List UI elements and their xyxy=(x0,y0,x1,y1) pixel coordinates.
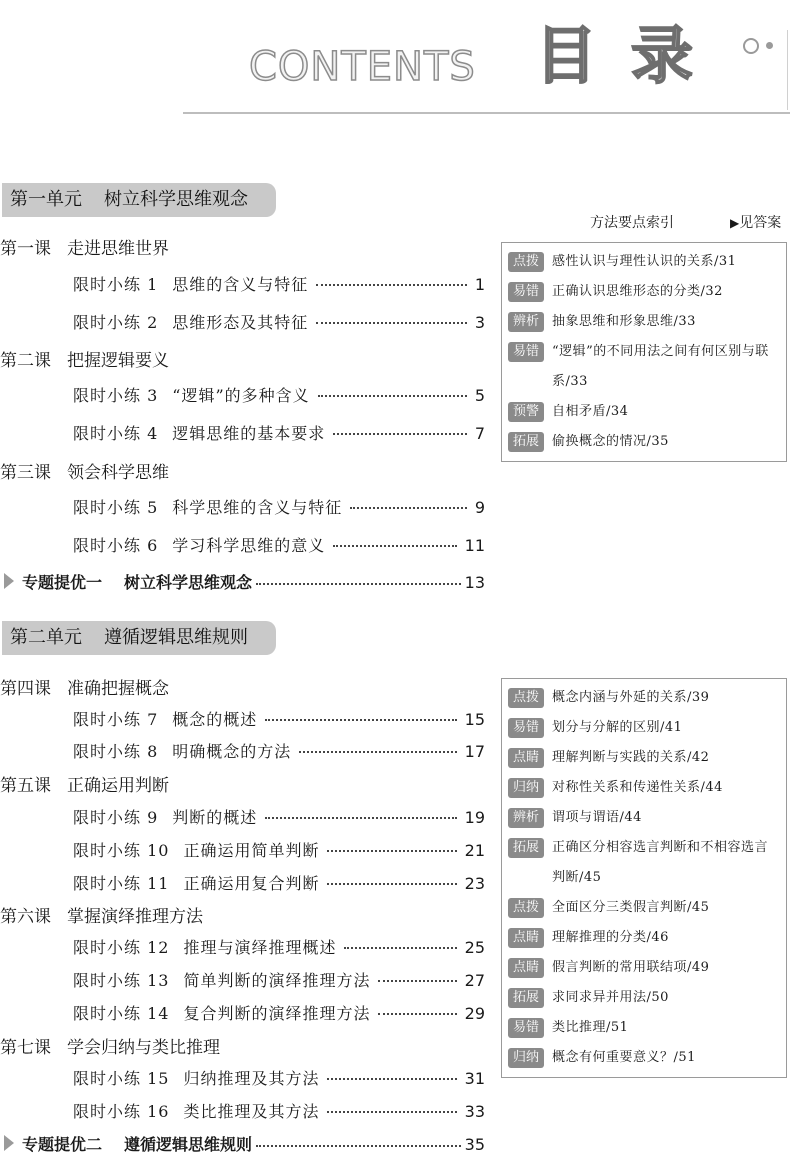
index-tag: 点拨 xyxy=(508,252,544,272)
leader-dots xyxy=(327,1078,456,1080)
lesson-title: 学会归纳与类比推理 xyxy=(67,1038,220,1058)
index-item[interactable] xyxy=(508,337,786,397)
index-text: 正确认识思维形态的分类/32 xyxy=(552,284,723,299)
page-number: 23 xyxy=(464,874,485,893)
index-text: 概念有何重要意义？/51 xyxy=(552,1050,696,1065)
leader-dots xyxy=(327,883,456,885)
index-item[interactable] xyxy=(508,953,786,983)
page-number: 3 xyxy=(474,313,485,332)
index-tag: 归纳 xyxy=(508,778,544,798)
drill-entry[interactable] xyxy=(73,707,485,729)
index-tag: 拓展 xyxy=(508,432,544,452)
leader-dots xyxy=(333,545,456,547)
index-text: 全面区分三类假言判断/45 xyxy=(552,900,710,915)
drill-entry[interactable] xyxy=(73,310,485,332)
index-text: 对称性关系和传递性关系/44 xyxy=(552,780,723,795)
page-number: 5 xyxy=(474,386,485,405)
method-index-box xyxy=(501,242,787,462)
index-tag: 点睛 xyxy=(508,928,544,948)
lesson-title: 走进思维世界 xyxy=(67,239,169,259)
index-tag: 点睛 xyxy=(508,958,544,978)
index-item[interactable] xyxy=(508,1013,786,1043)
special-topic-title: 遵循逻辑思维规则 xyxy=(124,1135,253,1154)
index-item[interactable] xyxy=(508,833,786,893)
lesson-title: 准确把握概念 xyxy=(67,679,169,699)
drill-title: 学习科学思维的意义 xyxy=(172,536,326,555)
drill-entry[interactable] xyxy=(73,533,485,555)
page-header xyxy=(183,0,790,114)
index-text: 假言判断的常用联结项/49 xyxy=(552,960,710,975)
leader-dots xyxy=(316,284,467,286)
unit-title: 树立科学思维观念 xyxy=(104,189,248,210)
drill-title: 思维形态及其特征 xyxy=(172,313,309,332)
index-item[interactable] xyxy=(508,743,786,773)
index-item[interactable] xyxy=(508,983,786,1013)
index-text: 划分与分解的区别/41 xyxy=(552,720,683,735)
index-item[interactable] xyxy=(508,307,786,337)
page-number: 19 xyxy=(464,808,485,827)
drill-number: 限时小练 7 xyxy=(73,710,159,729)
drill-title: 思维的含义与特征 xyxy=(172,275,309,294)
index-item[interactable] xyxy=(508,803,786,833)
drill-number: 限时小练 12 xyxy=(73,938,170,957)
leader-dots xyxy=(344,947,456,949)
page-number: 17 xyxy=(464,742,485,761)
lesson-number: 第二课 xyxy=(0,351,51,371)
index-text: 理解判断与实践的关系/42 xyxy=(552,750,710,765)
method-index-box xyxy=(501,678,787,1078)
leader-dots xyxy=(265,817,456,819)
index-header-label: 方法要点索引 xyxy=(590,215,674,231)
drill-number: 限时小练 10 xyxy=(73,841,170,860)
drill-number: 限时小练 16 xyxy=(73,1102,170,1121)
lesson-number: 第七课 xyxy=(0,1038,51,1058)
page-number: 25 xyxy=(464,938,485,957)
page-number: 1 xyxy=(474,275,485,294)
index-tag: 点拨 xyxy=(508,898,544,918)
index-header xyxy=(590,212,790,232)
drill-number: 限时小练 1 xyxy=(73,275,159,294)
index-tag: 易错 xyxy=(508,718,544,738)
page-number: 21 xyxy=(464,841,485,860)
drill-number: 限时小练 2 xyxy=(73,313,159,332)
drill-title: 判断的概述 xyxy=(172,808,258,827)
index-text: 类比推理/51 xyxy=(552,1020,629,1035)
unit-banner xyxy=(2,183,276,217)
drill-entry[interactable] xyxy=(73,871,485,893)
index-text: 谓项与谓语/44 xyxy=(552,810,642,825)
drill-title: 明确概念的方法 xyxy=(172,742,292,761)
drill-number: 限时小练 6 xyxy=(73,536,159,555)
page-number: 9 xyxy=(474,498,485,517)
index-text: 抽象思维和形象思维/33 xyxy=(552,314,696,329)
index-item[interactable] xyxy=(508,893,786,923)
index-tag: 易错 xyxy=(508,282,544,302)
drill-title: 简单判断的演绎推理方法 xyxy=(183,971,371,990)
index-text: 偷换概念的情况/35 xyxy=(552,434,669,449)
index-tag: 点睛 xyxy=(508,748,544,768)
page-number: 13 xyxy=(464,573,485,592)
special-topic-label: 专题提优二 xyxy=(22,1135,103,1154)
index-tag: 辨析 xyxy=(508,808,544,828)
drill-title: 逻辑思维的基本要求 xyxy=(172,424,326,443)
index-tag: 辨析 xyxy=(508,312,544,332)
unit-banner xyxy=(2,621,276,655)
page-number: 31 xyxy=(464,1069,485,1088)
page-number: 7 xyxy=(474,424,485,443)
drill-title: 科学思维的含义与特征 xyxy=(172,498,343,517)
unit-number: 第二单元 xyxy=(10,627,82,648)
special-topic-entry[interactable] xyxy=(4,570,485,592)
leader-dots xyxy=(350,507,467,509)
index-tag: 易错 xyxy=(508,1018,544,1038)
page-number: 29 xyxy=(464,1004,485,1023)
lesson-number: 第五课 xyxy=(0,776,51,796)
page-number: 35 xyxy=(464,1135,485,1154)
leader-dots xyxy=(265,719,456,721)
leader-dots xyxy=(327,1111,456,1113)
leader-dots xyxy=(299,751,456,753)
lesson-number: 第六课 xyxy=(0,907,51,927)
page-number: 15 xyxy=(464,710,485,729)
leader-dots xyxy=(316,322,467,324)
page-number: 27 xyxy=(464,971,485,990)
index-tag: 拓展 xyxy=(508,988,544,1008)
drill-entry[interactable] xyxy=(73,421,485,443)
lesson-title: 领会科学思维 xyxy=(67,463,169,483)
drill-title: 正确运用复合判断 xyxy=(183,874,320,893)
index-item[interactable] xyxy=(508,713,786,743)
index-item[interactable] xyxy=(508,427,786,457)
lesson-title: 正确运用判断 xyxy=(67,776,169,796)
special-topic-entry[interactable] xyxy=(4,1132,485,1154)
contents-heading: CONTENTS xyxy=(249,44,476,90)
drill-entry[interactable] xyxy=(73,383,485,405)
drill-entry[interactable] xyxy=(73,1066,485,1088)
triangle-marker-icon xyxy=(4,1135,14,1151)
index-tag: 归纳 xyxy=(508,1048,544,1068)
index-tag: 预警 xyxy=(508,402,544,422)
index-tag: 点拨 xyxy=(508,688,544,708)
leader-dots xyxy=(256,1145,461,1147)
index-item[interactable] xyxy=(508,277,786,307)
see-answer-label: ▶ 见答案 xyxy=(730,212,781,232)
drill-number: 限时小练 8 xyxy=(73,742,159,761)
drill-number: 限时小练 15 xyxy=(73,1069,170,1088)
drill-number: 限时小练 14 xyxy=(73,1004,170,1023)
special-topic-title: 树立科学思维观念 xyxy=(124,573,253,592)
unit-number: 第一单元 xyxy=(10,189,82,210)
lesson-heading[interactable] xyxy=(0,458,169,483)
drill-title: “逻辑”的多种含义 xyxy=(172,386,310,405)
special-topic-label: 专题提优一 xyxy=(22,573,103,592)
index-item[interactable] xyxy=(508,397,786,427)
leader-dots xyxy=(378,1013,456,1015)
index-text: 感性认识与理性认识的关系/31 xyxy=(552,254,737,269)
lesson-number: 第四课 xyxy=(0,679,51,699)
drill-entry[interactable] xyxy=(73,739,485,761)
drill-title: 正确运用简单判断 xyxy=(183,841,320,860)
leader-dots xyxy=(378,980,456,982)
lesson-heading[interactable] xyxy=(0,234,169,259)
index-text: 求同求异并用法/50 xyxy=(552,990,669,1005)
drill-entry[interactable] xyxy=(73,272,485,294)
index-tag: 拓展 xyxy=(508,838,544,858)
drill-number: 限时小练 3 xyxy=(73,386,159,405)
lesson-number: 第一课 xyxy=(0,239,51,259)
drill-number: 限时小练 11 xyxy=(73,874,170,893)
drill-entry[interactable] xyxy=(73,495,485,517)
drill-entry[interactable] xyxy=(73,1001,485,1023)
drill-entry[interactable] xyxy=(73,805,485,827)
page-number: 11 xyxy=(464,536,485,555)
lesson-title: 掌握演绎推理方法 xyxy=(67,907,203,927)
drill-number: 限时小练 5 xyxy=(73,498,159,517)
lesson-title: 把握逻辑要义 xyxy=(67,351,169,371)
lesson-heading[interactable] xyxy=(0,902,203,927)
lesson-heading[interactable] xyxy=(0,1033,220,1058)
unit-title: 遵循逻辑思维规则 xyxy=(104,627,248,648)
leader-dots xyxy=(256,583,461,585)
lesson-heading[interactable] xyxy=(0,674,169,699)
index-item[interactable] xyxy=(508,1043,786,1073)
drill-entry[interactable] xyxy=(73,838,485,860)
drill-number: 限时小练 9 xyxy=(73,808,159,827)
index-tag: 易错 xyxy=(508,342,544,362)
drill-entry[interactable] xyxy=(73,968,485,990)
drill-title: 复合判断的演绎推理方法 xyxy=(183,1004,371,1023)
page-title: 目录 xyxy=(535,19,728,92)
leader-dots xyxy=(333,433,467,435)
drill-number: 限时小练 4 xyxy=(73,424,159,443)
drill-title: 类比推理及其方法 xyxy=(183,1102,320,1121)
lesson-heading[interactable] xyxy=(0,771,169,796)
index-item[interactable] xyxy=(508,923,786,953)
index-text: 自相矛盾/34 xyxy=(552,404,629,419)
index-text: “逻辑”的不同用法之间有何区别与联系/33 xyxy=(552,344,769,389)
index-item[interactable] xyxy=(508,247,786,277)
drill-number: 限时小练 13 xyxy=(73,971,170,990)
circle-ornament-icon xyxy=(743,38,759,54)
drill-title: 归纳推理及其方法 xyxy=(183,1069,320,1088)
lesson-heading[interactable] xyxy=(0,346,169,371)
drill-title: 概念的概述 xyxy=(172,710,258,729)
drill-entry[interactable] xyxy=(73,935,485,957)
index-item[interactable] xyxy=(508,773,786,803)
leader-dots xyxy=(318,395,467,397)
triangle-marker-icon xyxy=(4,573,14,589)
leader-dots xyxy=(327,850,456,852)
dot-ornament-icon xyxy=(766,42,773,49)
index-text: 概念内涵与外延的关系/39 xyxy=(552,690,710,705)
page-number: 33 xyxy=(464,1102,485,1121)
index-item[interactable] xyxy=(508,683,786,713)
drill-entry[interactable] xyxy=(73,1099,485,1121)
index-text: 正确区分相容选言判断和不相容选言判断/45 xyxy=(552,840,769,885)
drill-title: 推理与演绎推理概述 xyxy=(183,938,337,957)
lesson-number: 第三课 xyxy=(0,463,51,483)
index-text: 理解推理的分类/46 xyxy=(552,930,669,945)
